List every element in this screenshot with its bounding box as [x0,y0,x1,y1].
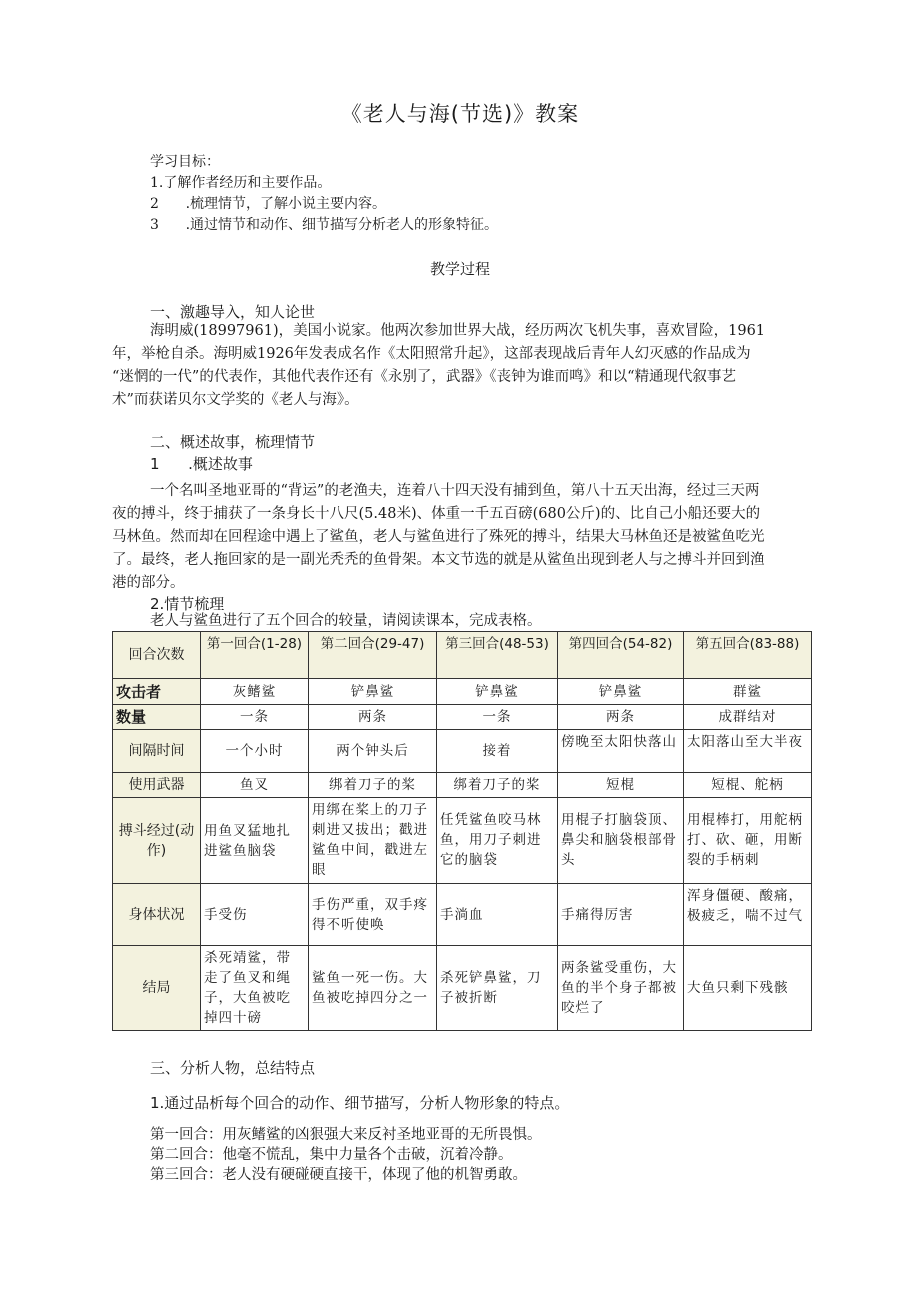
table-cell: 两条 [558,705,684,730]
page-title: 《老人与海(节选)》教案 [340,102,580,126]
header-label: 回合次数 [113,632,201,679]
table-cell: 手伤严重，双手疼得不听使唤 [309,884,437,946]
table-cell: 太阳落山至大半夜 [684,730,812,773]
table-cell: 绑着刀子的桨 [309,773,437,798]
section2-heading: 二、概述故事，梳理情节 [150,433,316,451]
table-cell: 傍晚至太阳快落山 [558,730,684,773]
section1-line-3: “迷惘的一代”的代表作，其他代表作还有《永别了，武器》《丧钟为谁而鸣》和以“精通现代叙事艺 [112,369,736,385]
table-cell: 铲鼻鲨 [309,679,437,705]
story-line-4: 了。最终，老人拖回家的是一副光秃秃的鱼骨架。本文节选的就是从鲨鱼出现到老人与之搏斗并回到渔 [112,552,765,568]
row-label-weapon: 使用武器 [113,773,201,798]
table-cell: 用绑在桨上的刀子刺进又拔出；戳进鲨鱼中间，戳进左眼 [309,798,437,884]
objective-item-3: 3 .通过情节和动作、细节描写分析老人的形象特征。 [150,217,499,233]
story-line-1: 一个名叫圣地亚哥的“背运”的老渔夫，连着八十四天没有捕到鱼，第八十五天出海，经过三天两 [150,483,760,499]
section2-sub1: 1 .概述故事 [150,455,253,473]
table-cell: 短棍 [558,773,684,798]
table-row [113,730,812,773]
process-heading: 教学过程 [429,260,490,278]
header-round-2: 第二回合(29-47) [309,632,437,679]
objective-item-2: 2 .梳理情节，了解小说主要内容。 [150,196,387,212]
table-cell: 杀死铲鼻鲨，刀子被折断 [437,946,558,1031]
row-label-count: 数量 [113,705,201,730]
header-round-3: 第三回合(48-53) [437,632,558,679]
table-row [113,946,812,1031]
section3-heading: 三、分析人物，总结特点 [150,1059,316,1077]
table-cell: 绑着刀子的桨 [437,773,558,798]
table-cell: 灰鳍鲨 [201,679,309,705]
table-cell: 任凭鲨鱼咬马林鱼，用刀子刺进它的脑袋 [437,798,558,884]
section3-sub1: 1.通过品析每个回合的动作、细节描写，分析人物形象的特点。 [150,1094,570,1112]
table-cell: 铲鼻鲨 [558,679,684,705]
table-cell: 一个小时 [201,730,309,773]
row-label-result: 结局 [113,946,201,1031]
table-row [113,798,812,884]
table-cell: 浑身僵硬、酸痛，极疲乏，喘不过气 [684,884,812,946]
table-row [113,705,812,730]
story-line-3: 马林鱼。然而却在回程途中遇上了鲨鱼，老人与鲨鱼进行了殊死的搏斗，结果大马林鱼还是被鲨鱼吃光 [112,529,765,545]
table-cell: 用棍棒打，用舵柄打、砍、砸，用断裂的手柄刺 [684,798,812,884]
table-row-header [113,632,812,679]
table-cell: 一条 [437,705,558,730]
row-label-process: 搏斗经过(动作) [113,798,201,884]
table-row [113,773,812,798]
row-label-body: 身体状况 [113,884,201,946]
section1-line-4: 术”而获诺贝尔文学奖的《老人与海》。 [112,392,359,408]
table-cell: 群鲨 [684,679,812,705]
table-cell: 接着 [437,730,558,773]
table-row [113,884,812,946]
story-line-2: 夜的搏斗，终于捕获了一条身长十八尺(5.48米)、体重一千五百磅(680公斤)的、比自己小船还要大的 [112,506,761,522]
table-cell: 短棍、舵柄 [684,773,812,798]
table-cell: 用棍子打脑袋顶、鼻尖和脑袋根部骨头 [558,798,684,884]
table-cell: 大鱼只剩下残骸 [684,946,812,1031]
table-cell: 铲鼻鲨 [437,679,558,705]
section1-heading: 一、激趣导入，知人论世 [150,303,316,321]
objective-item-1: 1.了解作者经历和主要作品。 [150,175,332,191]
table-cell: 用鱼叉猛地扎进鲨鱼脑袋 [201,798,309,884]
analysis-line-2: 第二回合：他毫不慌乱，集中力量各个击破，沉着冷静。 [150,1147,513,1163]
table-cell: 手淌血 [437,884,558,946]
story-line-5: 港的部分。 [112,575,185,591]
header-round-4: 第四回合(54-82) [558,632,684,679]
table-row [113,679,812,705]
table-cell: 两个钟头后 [309,730,437,773]
header-round-5: 第五回合(83-88) [684,632,812,679]
section2-sub2: 2.情节梳理 [150,595,225,613]
section1-line-2: 年，举枪自杀。海明威1926年发表成名作《太阳照常升起》，这部表现战后青年人幻灭感的作品成为 [112,346,751,362]
table-cell: 手痛得厉害 [558,884,684,946]
header-round-1: 第一回合(1-28) [201,632,309,679]
table-intro: 老人与鲨鱼进行了五个回合的较量，请阅读课本，完成表格。 [150,613,542,629]
table-cell: 杀死靖鲨，带走了鱼叉和绳子，大鱼被吃掉四十磅 [201,946,309,1031]
row-label-interval: 间隔时间 [113,730,201,773]
table-cell: 两条鲨受重伤，大鱼的半个身子都被咬烂了 [558,946,684,1031]
plot-table [112,631,812,1031]
table-cell: 手受伤 [201,884,309,946]
analysis-line-3: 第三回合：老人没有硬碰硬直接干，体现了他的机智勇敢。 [150,1167,527,1183]
table-cell: 两条 [309,705,437,730]
row-label-attacker: 攻击者 [113,679,201,705]
table-cell: 一条 [201,705,309,730]
table-cell: 成群结对 [684,705,812,730]
analysis-line-1: 第一回合：用灰鳍鲨的凶狠强大来反衬圣地亚哥的无所畏惧。 [150,1127,542,1143]
table-cell: 鱼叉 [201,773,309,798]
table-cell: 鲨鱼一死一伤。大鱼被吃掉四分之一 [309,946,437,1031]
section1-line-1: 海明威(18997961)，美国小说家。他两次参加世界大战，经历两次飞机失事，喜欢冒险，1961 [150,323,766,339]
objectives-label: 学习目标： [150,154,220,170]
